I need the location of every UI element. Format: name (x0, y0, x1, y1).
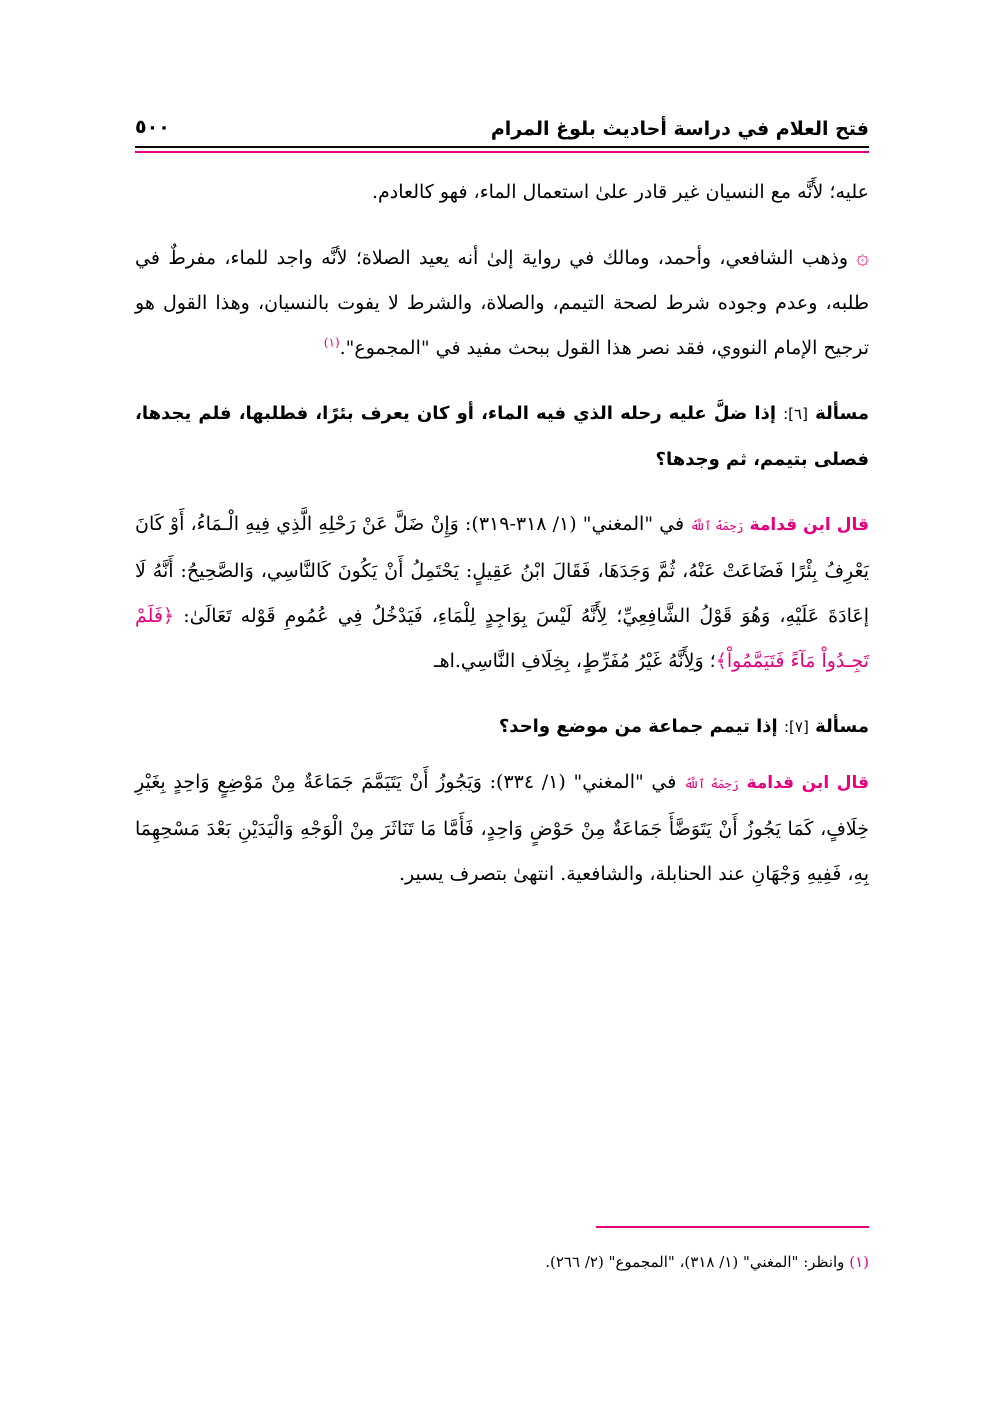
footnote-ref[interactable]: (١) (323, 335, 340, 350)
quote-1 (135, 502, 869, 684)
footnote-mark: (١) (849, 1253, 869, 1271)
header-rule-black (135, 146, 869, 148)
footnote (135, 1250, 869, 1274)
issue-7-text: إذا تيمم جماعة من موضع واحد؟ (498, 716, 778, 737)
issue-6-heading (135, 391, 869, 482)
quote-2 (135, 760, 869, 897)
issue-6-number: [٦]: (783, 405, 808, 423)
quote-1-speaker: قال ابن قدامة (749, 515, 869, 535)
quran-verse: ﴿فَلَمْ تَجِـدُواْ مَآءً فَتَيَمَّمُواْ﴾ (135, 605, 869, 672)
quote-2-text: وَيَجُوزُ أَنْ يَتَيَمَّمَ جَمَاعَةٌ مِنْ مَوْضِعٍ وَاحِدٍ بِغَيْرِ خِلَافٍ، كَمَا يَجُوزُ أَنْ يَتَوَضَّأَ جَمَاعَةٌ مِنْ حَوْضٍ وَاحِدٍ، فَأَمَّا مَا تَنَاثَرَ مِنْ الْوَجْهِ وَالْيَدَيْنِ بَعْدَ مَسْحِهِمَا بِهِ، فَفِيهِ وَجْهَانِ عند الحنابلة، والشافعية. انتهىٰ بتصرف يسير. (135, 771, 869, 885)
honorific-glyph: رَحِمَهُ ٱللَّهُ (690, 519, 744, 533)
page-number: ٥٠٠ (135, 116, 170, 138)
quote-1-text-b: ؛ وَلِأَنَّهُ غَيْرُ مُفَرِّطٍ، بِخِلَافِ النَّاسِي.اهـ (434, 650, 716, 672)
footnote-separator (596, 1226, 869, 1228)
issue-6-label: مسألة (815, 403, 869, 424)
running-title: فتح العلام في دراسة أحاديث بلوغ المرام (490, 118, 869, 140)
quote-2-speaker: قال ابن قدامة (746, 773, 869, 793)
main-text (135, 170, 869, 897)
paragraph-2 (135, 235, 869, 371)
page-header (135, 112, 869, 146)
quote-2-source: في "المغني" (١/ ٣٣٤): (481, 771, 677, 793)
issue-6-text: إذا ضلَّ عليه رحله الذي فيه الماء، أو كان يعرف بئرًا، فطلبها، فلم يجدها، فصلى بتيمم، ثم وجدها؟ (135, 403, 869, 470)
issue-7-number: [٧]: (783, 718, 809, 736)
honorific-glyph: رَحِمَهُ ٱللَّهُ (684, 777, 739, 791)
quote-1-text-a: وَإِنْ ضَلَّ عَنْ رَحْلِهِ الَّذِي فِيهِ الْـمَاءُ، أَوْ كَانَ يَعْرِفُ بِئْرًا فَضَاعَتْ عَنْهُ، ثُمَّ وَجَدَهَا، فَقَالَ ابْنُ عَقِيلٍ: يَحْتَمِلُ أَنْ يَكُونَ كَالنَّاسِي، وَالصَّحِيحُ: أَنَّهُ لَا إعَادَةَ عَلَيْهِ، وَهُوَ قَوْلُ الشَّافِعِيِّ؛ لِأَنَّهُ لَيْسَ بِوَاجِدٍ لِلْمَاءِ، فَيَدْخُلُ فِي عُمُومِ قَوْله تَعَالَىٰ: (135, 513, 869, 627)
paragraph-2-text: وذهب الشافعي، وأحمد، ومالك في رواية إلىٰ أنه يعيد الصلاة؛ لأنَّه واجد للماء، مفرطٌ في طلبه، وعدم وجوده شرط لصحة التيمم، والصلاة، والشرط لا يفوت بالنسيان، وهذا القول هو ترجيح الإمام النووي، فقد نصر هذا القول ببحث مفيد في "المجموع". (135, 247, 869, 359)
paragraph-1: عليه؛ لأَنَّه مع النسيان غير قادر علىٰ استعمال الماء، فهو كالعادم. (371, 181, 869, 203)
header-rule-pink (135, 151, 869, 153)
issue-7-label: مسألة (815, 716, 869, 737)
flower-ornament-icon: ۞ (856, 245, 869, 270)
issue-7-heading (135, 704, 869, 750)
quote-1-source: في "المغني" (١/ ٣١٨-٣١٩): (458, 513, 685, 535)
footnote-text: وانظر: "المغني" (١/ ٣١٨)، "المجموع" (٢/ ٢٦٦). (545, 1253, 845, 1271)
